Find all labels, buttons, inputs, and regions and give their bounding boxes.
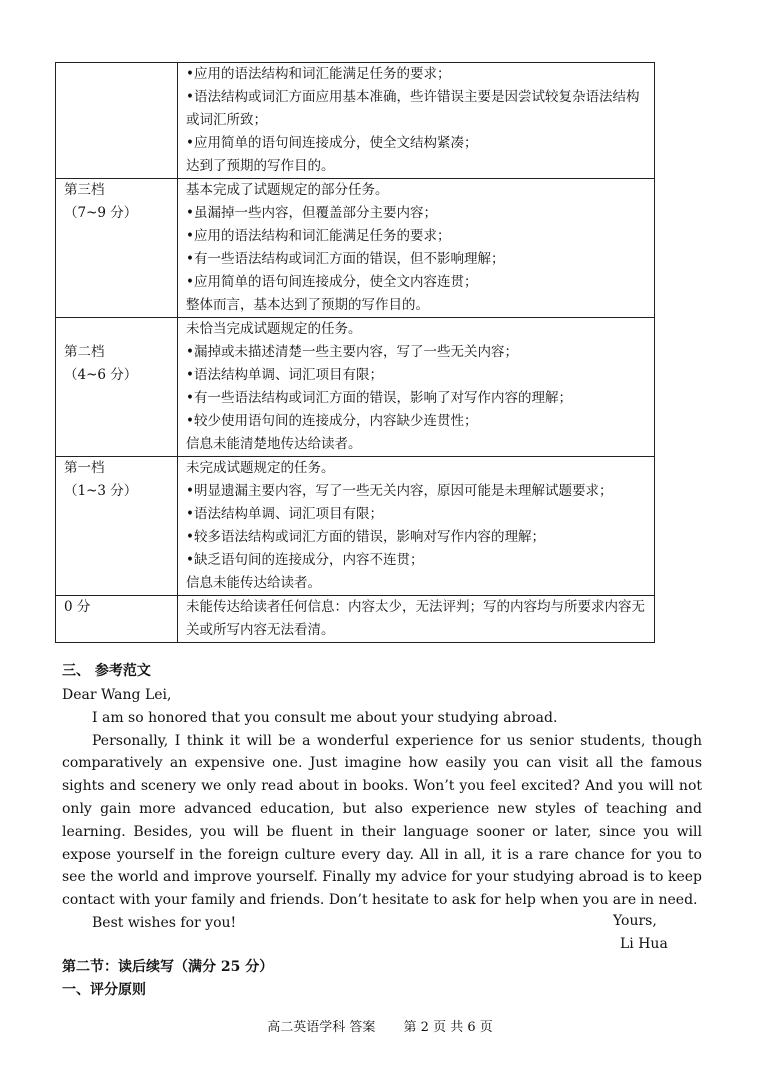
rubric-level-cell: [56, 457, 178, 596]
rubric-level-cell: [56, 179, 178, 318]
essay-closing: Yours,: [613, 913, 657, 929]
rubric-line: •有一些语法结构或词汇方面的错误，影响了对写作内容的理解；: [186, 390, 572, 406]
rubric-line: •应用简单的语句间连接成分，使全文内容连贯；: [186, 274, 478, 290]
section-heading-sample-essay: 三、 参考范文: [62, 663, 151, 679]
rubric-description-cell: [178, 596, 655, 643]
rubric-line: 未完成试题规定的任务。: [186, 460, 335, 476]
essay-signature: Li Hua: [620, 936, 668, 952]
rubric-description-cell: [178, 318, 655, 457]
essay-paragraph: I am so honored that you consult me about your studying abroad.: [92, 709, 558, 726]
rubric-description-cell: [178, 63, 655, 179]
rubric-row-continued: [56, 63, 655, 179]
level-score-range: （4~6 分）: [64, 367, 138, 383]
scoring-rubric-table: [55, 62, 655, 643]
rubric-line: •应用简单的语句间连接成分，使全文结构紧凑；: [186, 135, 478, 151]
rubric-line: •应用的语法结构和词汇能满足任务的要求；: [186, 228, 451, 244]
essay-paragraph: Best wishes for you!: [92, 914, 237, 931]
rubric-line: 信息未能传达给读者。: [186, 575, 321, 591]
level-name: 第一档: [64, 460, 105, 476]
footer-subject: 高二英语学科 答案: [267, 1020, 376, 1035]
rubric-row-level-3: [56, 179, 655, 318]
rubric-line: •应用的语法结构和词汇能满足任务的要求；: [186, 66, 451, 82]
level-name: 0 分: [64, 599, 91, 615]
rubric-level-cell: [56, 318, 178, 457]
rubric-row-level-1: [56, 457, 655, 596]
rubric-line: 信息未能清楚地传达给读者。: [186, 436, 362, 452]
rubric-line: •较多语法结构或词汇方面的错误，影响对写作内容的理解；: [186, 529, 545, 545]
sample-essay: [62, 684, 702, 952]
rubric-line: 未能传达给读者任何信息：内容太少，无法评判；写的内容均与所要求内容无关或所写内容无法看清。: [186, 599, 645, 638]
footer-page-number: 第 2 页 共 6 页: [403, 1020, 493, 1035]
rubric-line: •语法结构单调、词汇项目有限；: [186, 506, 383, 522]
rubric-line: •较少使用语句间的连接成分，内容缺少连贯性；: [186, 413, 478, 429]
essay-greeting: Dear Wang Lei,: [62, 687, 172, 703]
level-score-range: （7~9 分）: [64, 205, 138, 221]
rubric-line: 基本完成了试题规定的部分任务。: [186, 182, 389, 198]
section-heading-continuation-writing: 第二节：读后续写（满分 25 分）: [62, 959, 274, 975]
rubric-line: 未恰当完成试题规定的任务。: [186, 321, 362, 337]
rubric-row-level-2: [56, 318, 655, 457]
rubric-level-cell: [56, 596, 178, 643]
rubric-line: •语法结构或词汇方面应用基本准确，些许错误主要是因尝试较复杂语法结构或词汇所致；: [186, 89, 640, 128]
rubric-line: 整体而言，基本达到了预期的写作目的。: [186, 297, 429, 313]
rubric-description-cell: [178, 457, 655, 596]
rubric-line: •虽漏掉一些内容，但覆盖部分主要内容；: [186, 205, 437, 221]
level-name: 第二档: [64, 344, 105, 360]
rubric-line: •有一些语法结构或词汇方面的错误，但不影响理解；: [186, 251, 505, 267]
page-footer: [0, 1016, 760, 1035]
level-name: 第三档: [64, 182, 105, 198]
rubric-line: •明显遗漏主要内容，写了一些无关内容，原因可能是未理解试题要求；: [186, 483, 613, 499]
level-score-range: （1~3 分）: [64, 483, 138, 499]
rubric-line: 达到了预期的写作目的。: [186, 158, 335, 174]
rubric-line: •缺乏语句间的连接成分，内容不连贯；: [186, 552, 424, 568]
essay-paragraph: Personally, I think it will be a wonderful experience for us senior students, though comparatively an expensive one. Just imagine how easily you can visit all the famous sights and scenery we only read about in books. Won’t you feel excited? And you will not only gain more advanced education, but also experience new styles of teaching and learning. Besides, you will be fluent in their language sooner or later, since you will expose yourself in the foreign culture every day. All in all, it is a rare chance for you to see the world and improve yourself. Finally my advice for your studying abroad is to keep contact with your family and friends. Don’t hesitate to ask for help when you are in need.: [62, 732, 702, 909]
rubric-line: •语法结构单调、词汇项目有限；: [186, 367, 383, 383]
rubric-row-level-0: [56, 596, 655, 643]
rubric-description-cell: [178, 179, 655, 318]
rubric-line: •漏掉或未描述清楚一些主要内容，写了一些无关内容；: [186, 344, 518, 360]
rubric-level-cell: [56, 63, 178, 179]
level-spacer: [64, 318, 171, 341]
subheading-scoring-principles: 一、评分原则: [62, 982, 146, 998]
